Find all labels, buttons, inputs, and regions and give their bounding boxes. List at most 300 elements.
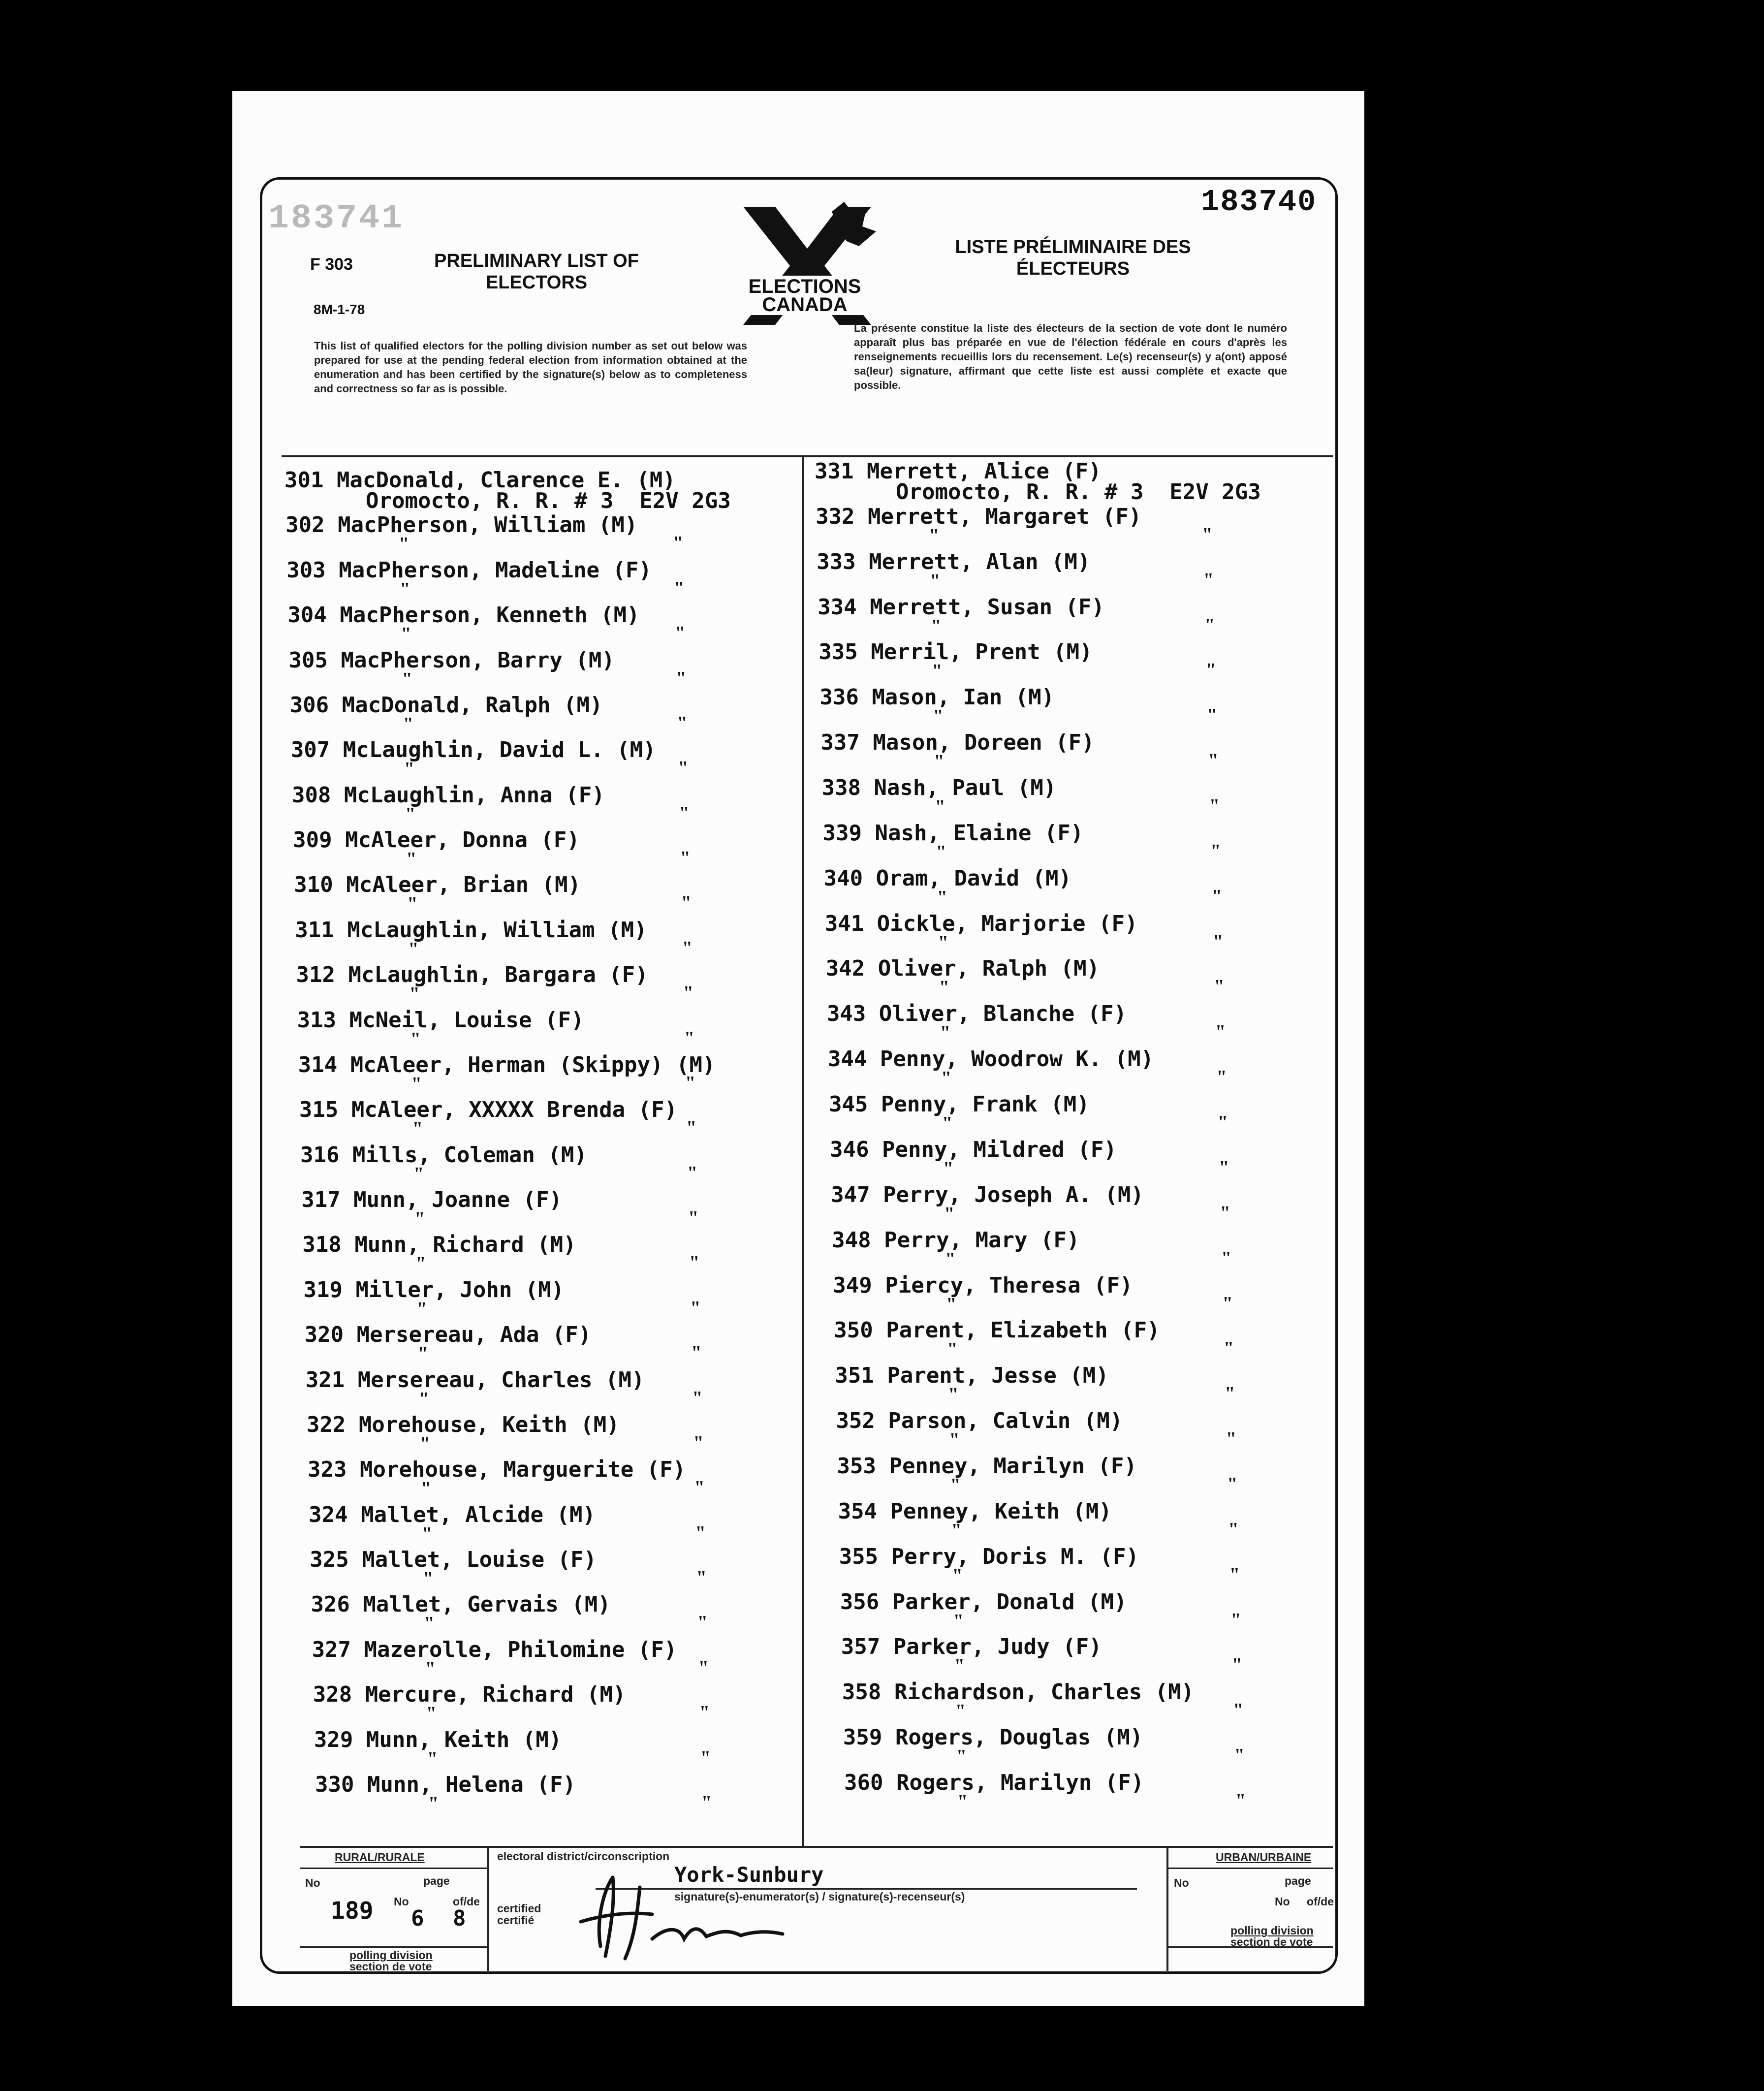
elector-name: Parson, Calvin (M) xyxy=(875,1408,1123,1434)
ditto-mark-address: " xyxy=(1211,886,1222,907)
rural-page-no-label: No xyxy=(394,1895,409,1908)
ditto-mark-address: " xyxy=(695,1522,706,1543)
elector-name: Perry, Doris M. (F) xyxy=(878,1544,1139,1569)
elector-entry xyxy=(306,1367,645,1393)
ditto-mark-surname: " xyxy=(946,1294,957,1315)
elector-entry xyxy=(816,504,1141,529)
elector-name: Penney, Marilyn (F) xyxy=(876,1453,1137,1479)
rural-page-label: page xyxy=(423,1874,450,1887)
ditto-mark-surname: " xyxy=(938,932,948,953)
urban-page-no-label: No xyxy=(1275,1895,1290,1908)
elector-address: Oromocto, R. R. # 3 E2V 2G3 xyxy=(366,488,731,513)
elector-entry xyxy=(300,1142,587,1168)
ditto-mark-surname: " xyxy=(409,983,420,1005)
elector-number: 349 xyxy=(833,1272,872,1298)
ditto-mark-surname: " xyxy=(929,525,940,546)
elector-number: 324 xyxy=(309,1502,348,1527)
elector-entry xyxy=(841,1634,1102,1659)
elector-name: Merrett, Susan (F) xyxy=(856,594,1105,620)
ditto-mark-address: " xyxy=(1214,976,1225,997)
elector-name: Parent, Jesse (M) xyxy=(874,1363,1109,1389)
ditto-mark-surname: " xyxy=(943,1158,954,1179)
elector-entry xyxy=(301,1187,562,1212)
elector-entry xyxy=(842,1679,1194,1705)
elector-number: 337 xyxy=(820,730,860,756)
elector-name: MacPherson, Madeline (F) xyxy=(325,557,652,583)
elector-entry xyxy=(823,821,1084,846)
ditto-mark-address: " xyxy=(1235,1790,1246,1811)
elector-name: Penney, Keith (M) xyxy=(877,1498,1112,1524)
elector-number: 302 xyxy=(285,512,325,538)
elector-name: Merril, Prent (M) xyxy=(857,639,1093,665)
ditto-mark-address: " xyxy=(697,1612,708,1633)
elector-number: 322 xyxy=(306,1412,346,1437)
column-divider xyxy=(802,456,804,1846)
ditto-mark-surname: " xyxy=(937,887,947,908)
ditto-mark-address: " xyxy=(1231,1654,1242,1676)
ditto-mark-address: " xyxy=(678,758,689,779)
ditto-mark-surname: " xyxy=(932,661,943,682)
ditto-mark-address: " xyxy=(693,1432,704,1453)
ditto-mark-surname: " xyxy=(941,1068,951,1089)
elector-entry xyxy=(840,1589,1127,1615)
ditto-mark-surname: " xyxy=(950,1474,961,1495)
ditto-mark-surname: " xyxy=(951,1520,962,1541)
elector-entry xyxy=(838,1499,1112,1524)
ditto-mark-surname: " xyxy=(408,938,419,959)
elector-name: McAleer, Brian (M) xyxy=(333,872,581,898)
elector-name: Munn, Keith (M) xyxy=(353,1727,562,1752)
elector-name: MacPherson, Kenneth (M) xyxy=(326,602,640,628)
ditto-mark-address: " xyxy=(1230,1609,1241,1630)
elector-name: Oliver, Ralph (M) xyxy=(865,956,1100,982)
elector-entry xyxy=(310,1547,597,1572)
elector-entry xyxy=(825,911,1138,936)
ditto-mark-surname: " xyxy=(956,1746,967,1767)
elector-entry xyxy=(297,1008,584,1033)
elector-entry xyxy=(286,558,652,583)
ditto-mark-address: " xyxy=(701,1792,712,1813)
elector-name: Munn, Richard (M) xyxy=(341,1232,576,1258)
ditto-mark-surname: " xyxy=(939,977,949,998)
svg-text:ELECTIONS: ELECTIONS xyxy=(748,276,861,297)
elector-name: Mercure, Richard (M) xyxy=(352,1682,626,1708)
ditto-mark-surname: " xyxy=(422,1523,433,1544)
elector-number: 345 xyxy=(828,1092,868,1117)
elector-number: 316 xyxy=(300,1142,340,1168)
ditto-mark-address: " xyxy=(676,667,687,689)
elector-name: Mason, Ian (M) xyxy=(858,685,1055,710)
elector-number: 346 xyxy=(830,1137,869,1162)
ditto-mark-surname: " xyxy=(953,1610,964,1631)
urban-label: URBAN/URBAINE xyxy=(1216,1851,1312,1864)
ditto-mark-address: " xyxy=(675,623,686,644)
elector-entry xyxy=(294,872,581,897)
elector-name: Oram, David (M) xyxy=(863,865,1071,891)
ditto-mark-address: " xyxy=(1228,1519,1239,1540)
ditto-mark-surname: " xyxy=(933,706,944,727)
ditto-mark-address: " xyxy=(677,712,688,733)
elector-number: 326 xyxy=(311,1592,350,1617)
elector-entry xyxy=(299,1097,677,1122)
form-number: F 303 xyxy=(310,255,353,274)
elector-entry xyxy=(829,1092,1090,1117)
ditto-mark-address: " xyxy=(691,1342,702,1363)
elector-entry xyxy=(312,1637,677,1662)
elector-number: 315 xyxy=(299,1097,339,1123)
elector-entry xyxy=(834,1318,1160,1343)
ditto-mark-address: " xyxy=(690,1297,701,1318)
footer-divider xyxy=(300,1868,487,1869)
elector-entry xyxy=(827,1001,1127,1026)
ditto-mark-surname: " xyxy=(414,1208,425,1230)
ditto-mark-address: " xyxy=(1222,1293,1233,1314)
ditto-mark-surname: " xyxy=(415,1253,426,1274)
elector-number: 329 xyxy=(314,1727,353,1752)
elector-entry xyxy=(315,1772,576,1797)
ditto-mark-surname: " xyxy=(947,1339,958,1360)
elector-number: 328 xyxy=(313,1682,352,1708)
intro-text-french: La présente constitue la liste des électeurs de la section de vote dont le numéro apparaît plus bas préparée en vue de l'élection fédérale en cours d'après les renseignements recueillis lors du recensement. Le(s) recenseur(s) y a(ont) apposé sa(leur) signature, affirmant que cette liste est aussi complète et exacte que possible. xyxy=(854,322,1287,391)
elector-entry xyxy=(287,602,639,628)
elector-entry xyxy=(835,1363,1108,1388)
ditto-mark-surname: " xyxy=(428,1793,439,1814)
elector-number: 330 xyxy=(315,1772,354,1797)
elector-name: Rogers, Douglas (M) xyxy=(882,1725,1143,1750)
ditto-mark-surname: " xyxy=(403,713,413,734)
ditto-mark-surname: " xyxy=(399,534,410,555)
ditto-mark-address: " xyxy=(679,802,690,824)
elector-number: 353 xyxy=(837,1453,876,1479)
elector-name: Merrett, Alice (F) xyxy=(853,459,1102,484)
elector-number: 351 xyxy=(835,1363,874,1389)
ditto-mark-surname: " xyxy=(416,1298,427,1319)
elector-name: MacPherson, William (M) xyxy=(324,512,638,538)
elector-entry xyxy=(817,549,1090,574)
title-french: LISTE PRÉLIMINAIRE DES ÉLECTEURS xyxy=(955,237,1191,279)
elector-entry xyxy=(296,962,648,987)
urban-no-label: No xyxy=(1174,1876,1189,1889)
ditto-mark-address: " xyxy=(1226,1428,1236,1450)
ditto-mark-surname: " xyxy=(949,1429,960,1451)
elector-entry xyxy=(828,1046,1154,1072)
elector-number: 327 xyxy=(312,1637,351,1662)
elector-name: Miller, John (M) xyxy=(342,1277,565,1302)
elector-name: Morehouse, Marguerite (F) xyxy=(346,1457,686,1483)
elector-name: Parent, Elizabeth (F) xyxy=(873,1318,1160,1343)
elector-name: Parker, Judy (F) xyxy=(880,1634,1102,1660)
elector-name: McAleer, Herman (Skippy) (M) xyxy=(337,1052,716,1077)
ditto-mark-address: " xyxy=(1233,1700,1244,1721)
elector-entry xyxy=(839,1544,1139,1569)
ditto-mark-address: " xyxy=(684,1027,694,1048)
signature-label: signature(s)-enumerator(s) / signature(s)-recenseur(s) xyxy=(674,1890,965,1903)
district-value: York-Sunbury xyxy=(674,1863,824,1887)
ditto-mark-surname: " xyxy=(427,1748,438,1769)
ditto-mark-address: " xyxy=(1207,705,1218,726)
elector-entry xyxy=(836,1408,1123,1433)
elector-name: Mallet, Alcide (M) xyxy=(347,1502,596,1527)
ditto-mark-surname: " xyxy=(954,1655,965,1677)
elector-entry xyxy=(292,783,605,808)
elector-number: 332 xyxy=(816,504,855,529)
ditto-mark-surname: " xyxy=(402,668,412,690)
ditto-mark-address: " xyxy=(673,533,684,554)
bleed-through-serial: 183741 xyxy=(268,199,405,238)
ditto-mark-address: " xyxy=(1219,1157,1229,1178)
ditto-mark-surname: " xyxy=(942,1113,953,1134)
footer-divider xyxy=(1166,1868,1333,1869)
elector-name: McNeil, Louise (F) xyxy=(336,1007,584,1033)
form-date: 8M-1-78 xyxy=(314,302,365,317)
elector-number: 360 xyxy=(844,1770,883,1795)
elector-name: Morehouse, Keith (M) xyxy=(346,1412,620,1437)
elector-name: Merrett, Margaret (F) xyxy=(854,504,1142,529)
elector-number: 339 xyxy=(822,820,862,846)
elector-name: Munn, Helena (F) xyxy=(354,1772,576,1797)
ditto-mark-address: " xyxy=(1215,1021,1226,1043)
ditto-mark-address: " xyxy=(687,1162,698,1183)
elector-entry xyxy=(843,1725,1143,1750)
ditto-mark-address: " xyxy=(692,1387,703,1408)
elector-name: Penny, Woodrow K. (M) xyxy=(867,1046,1154,1072)
ditto-mark-address: " xyxy=(1229,1564,1240,1585)
elector-number: 317 xyxy=(301,1187,341,1213)
elector-name: McLaughlin, William (M) xyxy=(334,917,647,943)
elector-number: 313 xyxy=(297,1007,337,1033)
elector-entry xyxy=(830,1137,1117,1162)
elector-name: Mallet, Louise (F) xyxy=(348,1547,597,1573)
ditto-mark-surname: " xyxy=(940,1022,950,1044)
ditto-mark-address: " xyxy=(694,1477,705,1498)
elector-name: Mallet, Gervais (M) xyxy=(349,1592,611,1617)
elector-name: Oliver, Blanche (F) xyxy=(866,1001,1127,1027)
footer-divider xyxy=(300,1946,487,1948)
elector-name: Mersereau, Charles (M) xyxy=(345,1367,645,1393)
elector-number: 342 xyxy=(825,956,865,982)
elector-name: Perry, Mary (F) xyxy=(871,1227,1080,1253)
ditto-mark-address: " xyxy=(699,1702,710,1723)
elector-number: 307 xyxy=(290,737,330,763)
ditto-mark-address: " xyxy=(1227,1473,1238,1494)
ditto-mark-address: " xyxy=(682,937,693,958)
ditto-mark-address: " xyxy=(1234,1745,1245,1766)
ditto-mark-surname: " xyxy=(419,1433,430,1454)
elector-number: 331 xyxy=(815,459,854,484)
elector-entry xyxy=(832,1228,1079,1253)
ditto-mark-surname: " xyxy=(424,1613,435,1634)
rural-of-label: of/de xyxy=(453,1895,480,1908)
elector-number: 334 xyxy=(818,594,857,620)
elector-name: MacDonald, Clarence E. (M) xyxy=(323,468,676,493)
elector-entry xyxy=(819,639,1092,665)
title-english: PRELIMINARY LIST OF ELECTORS xyxy=(434,251,639,293)
elector-number: 359 xyxy=(843,1725,882,1750)
ditto-mark-surname: " xyxy=(936,841,946,862)
elector-entry xyxy=(831,1182,1144,1207)
elector-name: MacPherson, Barry (M) xyxy=(328,647,615,673)
ditto-mark-surname: " xyxy=(945,1248,956,1269)
footer-divider xyxy=(1166,1848,1168,1971)
ditto-mark-surname: " xyxy=(957,1791,968,1812)
page-number: 6 xyxy=(411,1906,424,1931)
elections-canada-logo xyxy=(733,202,881,335)
ditto-mark-surname: " xyxy=(417,1343,428,1364)
ditto-mark-address: " xyxy=(698,1657,709,1678)
urban-polling-division-label: polling division xyxy=(1230,1924,1314,1937)
intro-text-english: This list of qualified electors for the polling division number as set out below was prepared for use at the pending federal election from information obtained at the enumeration and has been certified by the signature(s) below as to completeness and correctness so far as is possible. xyxy=(314,340,747,395)
ditto-mark-surname: " xyxy=(948,1384,959,1405)
ditto-mark-surname: " xyxy=(934,751,945,772)
elector-entry xyxy=(302,1232,576,1257)
elector-name: Rogers, Marilyn (F) xyxy=(883,1770,1144,1795)
district-label: electoral district/circonscription xyxy=(497,1850,670,1863)
elector-number: 305 xyxy=(288,647,328,673)
ditto-mark-surname: " xyxy=(413,1163,424,1184)
ditto-mark-surname: " xyxy=(418,1388,429,1409)
footer-divider xyxy=(487,1848,489,1971)
ditto-mark-address: " xyxy=(1223,1338,1234,1359)
elector-entry xyxy=(293,827,580,853)
ditto-mark-surname: " xyxy=(935,796,945,818)
elector-name: Piercy, Theresa (F) xyxy=(872,1272,1133,1298)
elector-number: 301 xyxy=(284,468,324,493)
elector-number: 303 xyxy=(286,557,326,583)
ditto-mark-address: " xyxy=(696,1567,707,1588)
elector-number: 310 xyxy=(294,872,333,898)
ditto-mark-address: " xyxy=(1204,614,1215,635)
elector-number: 319 xyxy=(303,1277,343,1302)
elector-number: 323 xyxy=(308,1457,347,1483)
certified-label: certified xyxy=(497,1902,541,1915)
elector-name: McLaughlin, Bargara (F) xyxy=(335,962,648,988)
elector-name: Nash, Elaine (F) xyxy=(862,820,1084,846)
ditto-mark-surname: " xyxy=(401,624,411,645)
elector-entry xyxy=(818,595,1104,620)
elector-number: 320 xyxy=(304,1322,344,1348)
elector-number: 321 xyxy=(305,1367,345,1393)
elector-entry xyxy=(311,1592,610,1617)
ditto-mark-surname: " xyxy=(944,1203,955,1224)
ditto-mark-address: " xyxy=(700,1747,711,1768)
elector-entry xyxy=(314,1727,562,1752)
elector-entry xyxy=(303,1277,564,1302)
svg-text:CANADA: CANADA xyxy=(762,294,848,316)
ditto-mark-address: " xyxy=(1213,931,1224,952)
elector-number: 357 xyxy=(841,1634,881,1660)
elector-number: 356 xyxy=(840,1589,880,1615)
elector-entry xyxy=(826,956,1100,981)
elector-name: Oickle, Marjorie (F) xyxy=(864,911,1138,936)
elector-entry xyxy=(290,693,603,718)
elector-name: Mills, Coleman (M) xyxy=(339,1142,587,1168)
elector-entry xyxy=(295,918,647,943)
elector-number: 338 xyxy=(821,775,861,801)
ditto-mark-address: " xyxy=(688,1207,699,1229)
elector-entry xyxy=(305,1322,592,1347)
elector-name: Mason, Doreen (F) xyxy=(859,730,1095,756)
elector-number: 333 xyxy=(817,549,856,574)
elector-entry xyxy=(313,1682,626,1707)
elector-number: 311 xyxy=(295,917,334,943)
elector-entry xyxy=(307,1412,620,1437)
ditto-mark-surname: " xyxy=(421,1478,432,1499)
ditto-mark-address: " xyxy=(1203,569,1214,590)
ditto-mark-surname: " xyxy=(425,1658,436,1679)
elector-number: 344 xyxy=(827,1046,867,1072)
ditto-mark-address: " xyxy=(689,1252,700,1273)
ditto-mark-surname: " xyxy=(955,1701,966,1722)
ditto-mark-surname: " xyxy=(412,1118,423,1140)
ditto-mark-address: " xyxy=(674,577,685,599)
ditto-mark-surname: " xyxy=(405,803,416,824)
polling-division-number: 189 xyxy=(331,1897,374,1925)
ditto-mark-address: " xyxy=(685,1072,695,1093)
polling-division-label: polling division xyxy=(349,1949,433,1962)
ditto-mark-address: " xyxy=(1208,750,1219,771)
elector-name: Mersereau, Ada (F) xyxy=(344,1322,592,1348)
ditto-mark-surname: " xyxy=(426,1703,437,1724)
urban-section-de-vote-label: section de vote xyxy=(1230,1935,1313,1948)
ditto-mark-surname: " xyxy=(407,893,418,915)
elector-name: Penny, Frank (M) xyxy=(868,1092,1090,1117)
elector-name: Mazerolle, Philomine (F) xyxy=(351,1637,677,1662)
ditto-mark-address: " xyxy=(1225,1383,1235,1404)
section-de-vote-label: section de vote xyxy=(349,1960,432,1973)
rural-no-label: No xyxy=(305,1876,320,1889)
ditto-mark-address: " xyxy=(1209,795,1220,817)
elector-name: MacDonald, Ralph (M) xyxy=(329,692,603,718)
elector-number: 308 xyxy=(291,782,331,808)
ditto-mark-address: " xyxy=(1220,1202,1230,1223)
elector-name: Penny, Mildred (F) xyxy=(869,1137,1117,1162)
elector-name: Parker, Donald (M) xyxy=(879,1589,1127,1615)
certifie-label: certifié xyxy=(497,1914,535,1927)
elector-number: 343 xyxy=(826,1001,866,1027)
ditto-mark-address: " xyxy=(1221,1247,1232,1268)
elector-number: 304 xyxy=(287,602,327,628)
elector-entry xyxy=(837,1454,1137,1479)
elector-name: Perry, Joseph A. (M) xyxy=(870,1182,1144,1207)
ditto-mark-surname: " xyxy=(400,578,410,600)
ditto-mark-address: " xyxy=(1202,524,1213,545)
elector-name: McLaughlin, Anna (F) xyxy=(331,782,605,808)
elector-number: 336 xyxy=(819,685,859,710)
elector-name: McAleer, Donna (F) xyxy=(332,827,580,853)
urban-page-label: page xyxy=(1285,1874,1311,1887)
elector-number: 358 xyxy=(842,1679,882,1705)
ditto-mark-surname: " xyxy=(952,1565,963,1586)
ditto-mark-surname: " xyxy=(404,759,414,780)
elector-number: 309 xyxy=(293,827,332,853)
elector-number: 348 xyxy=(832,1227,871,1253)
elector-entry xyxy=(291,737,656,762)
elector-entry xyxy=(298,1052,716,1077)
elector-number: 318 xyxy=(302,1232,342,1258)
elector-entry xyxy=(820,730,1094,755)
elector-number: 347 xyxy=(831,1182,870,1207)
elector-name: Richardson, Charles (M) xyxy=(881,1679,1195,1705)
ditto-mark-surname: " xyxy=(930,570,941,591)
elector-name: McAleer, XXXXX Brenda (F) xyxy=(338,1097,678,1123)
rural-label: RURAL/RURALE xyxy=(335,1851,425,1864)
elector-number: 352 xyxy=(836,1408,875,1434)
ditto-mark-surname: " xyxy=(931,615,942,636)
elector-number: 341 xyxy=(824,911,864,936)
elector-number: 350 xyxy=(834,1318,873,1343)
ditto-mark-address: " xyxy=(683,982,693,1004)
ditto-mark-surname: " xyxy=(406,849,417,870)
